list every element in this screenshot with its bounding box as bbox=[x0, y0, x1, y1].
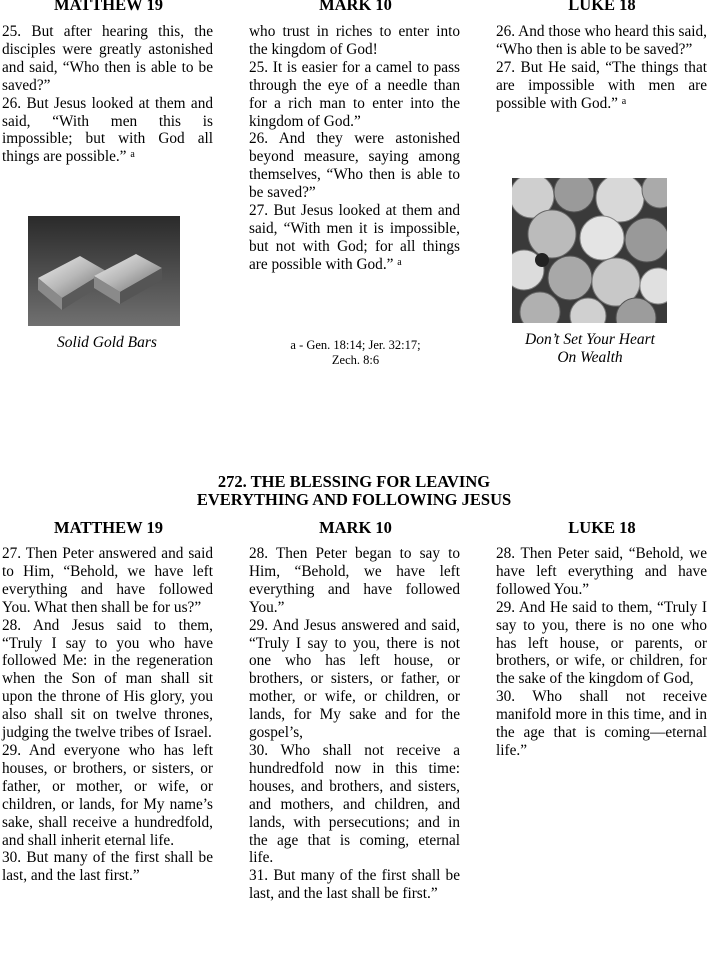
coins-photo bbox=[512, 178, 667, 323]
verse-mark-10-30: 30. Who shall not receive a hundredfold now in this time: houses, and brothers, and sisters, and mothers, and children, and lands, with persecutions; and in the age that is coming, eternal life. bbox=[249, 741, 460, 867]
bottom-header-luke: LUKE 18 bbox=[568, 518, 636, 537]
verse-mark-10-24-cont: who trust in riches to enter into the kingdom of God! bbox=[249, 23, 460, 58]
coins-caption: Don’t Set Your Heart On Wealth bbox=[525, 331, 655, 366]
verse-mark-10-29: 29. And Jesus answered and said, “Truly I say to you, there is not one who has left house, or brothers, or sisters, or father, or mother, or wife, or children, or lands, for My sake and for the gospel’s, bbox=[249, 616, 460, 742]
bottom-luke-column bbox=[496, 545, 707, 760]
footnote-marker: a bbox=[621, 95, 627, 107]
top-header-luke: LUKE 18 bbox=[568, 0, 636, 14]
verse-mark-10-27: 27. But Jesus looked at them and said, “With men it is impossible, but not with God; for all things are possible with God.” $^a$ bbox=[249, 202, 460, 273]
bottom-mark-column bbox=[249, 545, 460, 903]
verse-matthew-19-28: 28. And Jesus said to them, “Truly I say to you who have followed Me: in the regeneration when the Son of man shall sit upon the throne of His glory, you also shall sit on twelve thrones, judging the twelve tribes of Israel. bbox=[2, 616, 213, 742]
verse-luke-18-27: 27. But He said, “The things that are impossible with men are possible with God.” $^a$ bbox=[496, 58, 707, 112]
top-matthew-column bbox=[2, 23, 213, 166]
verse-matthew-19-25: 25. But after hearing this, the disciples were greatly astonished and said, “Who then is able to be saved?” bbox=[2, 23, 213, 94]
verse-matthew-19-26: 26. But Jesus looked at them and said, “With men this is impossible; but with God all things are possible.” $^a$ bbox=[2, 94, 213, 166]
verse-mark-10-31: 31. But many of the first shall be last, and the last shall be first.” bbox=[249, 867, 460, 903]
top-mark-column bbox=[249, 23, 460, 274]
top-luke-column bbox=[496, 23, 707, 113]
verse-luke-18-29: 29. And He said to them, “Truly I say to you, there is no one who has left house, or parents, or brothers, or wife, or children, for the sake of the kingdom of God, bbox=[496, 598, 707, 688]
gold-bars-caption: Solid Gold Bars bbox=[57, 334, 157, 351]
verse-matthew-19-30: 30. But many of the first shall be last, and the last first.” bbox=[2, 849, 213, 885]
bottom-matthew-column bbox=[2, 545, 213, 885]
verse-luke-18-30: 30. Who shall not receive manifold more in this time, and in the age that is coming—eternal life.” bbox=[496, 688, 707, 759]
verse-mark-10-26: 26. And they were astonished beyond measure, saying among themselves, “Who then is able to be saved?” bbox=[249, 130, 460, 202]
verse-mark-10-25: 25. It is easier for a camel to pass through the eye of a needle than for a rich man to enter into the kingdom of God.” bbox=[249, 58, 460, 130]
top-header-matthew: MATTHEW 19 bbox=[54, 0, 163, 14]
footnote-marker: a bbox=[130, 149, 135, 161]
top-header-mark: MARK 10 bbox=[319, 0, 392, 14]
bottom-header-mark: MARK 10 bbox=[319, 518, 392, 537]
verse-mark-10-28: 28. Then Peter began to say to Him, “Behold, we have left everything and have followed You.” bbox=[249, 545, 460, 616]
cross-reference-footnote: a - Gen. 18:14; Jer. 32:17; Zech. 8:6 bbox=[290, 338, 421, 367]
verse-matthew-19-27: 27. Then Peter answered and said to Him, “Behold, we have left everything and have followed You. What then shall be for us?” bbox=[2, 545, 213, 616]
verse-matthew-19-29: 29. And everyone who has left houses, or brothers, or sisters, or father, or mother, or wife, or children, or lands, for My name’s sake, shall receive a hundredfold, and shall inherit eternal life. bbox=[2, 741, 213, 849]
gold-bars-photo bbox=[28, 216, 180, 326]
verse-luke-18-26: 26. And those who heard this said, “Who then is able to be saved?” bbox=[496, 23, 707, 58]
section-title: 272. THE BLESSING FOR LEAVING EVERYTHING AND FOLLOWING JESUS bbox=[196, 472, 512, 509]
verse-luke-18-28: 28. Then Peter said, “Behold, we have left everything and have followed You.” bbox=[496, 545, 707, 598]
footnote-marker: a bbox=[397, 256, 402, 268]
bottom-header-matthew: MATTHEW 19 bbox=[54, 518, 163, 537]
